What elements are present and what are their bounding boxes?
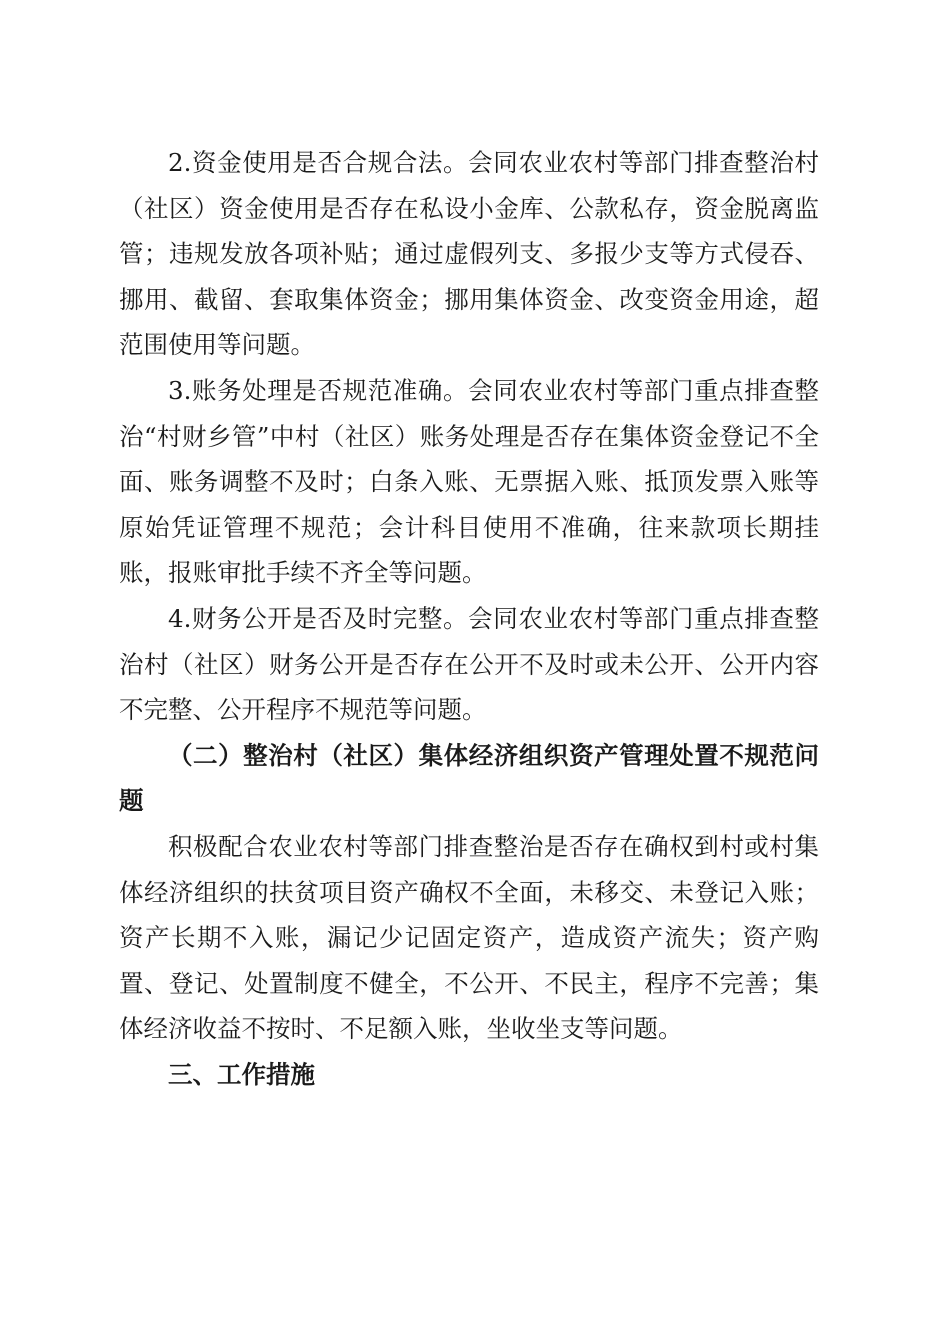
paragraph-fund-usage: 2.资金使用是否合规合法。会同农业农村等部门排查整治村（社区）资金使用是否存在私设小金库、公款私存，资金脱离监管；违规发放各项补贴；通过虚假列支、多报少支等方式侵吞、挪用、截留、套取集体资金；挪用集体资金、改变资金用途，超范围使用等问题。: [119, 148, 819, 360]
section-heading-work-measures: 三、工作措施: [168, 1059, 315, 1089]
paragraph-accounting: 3.账务处理是否规范准确。会同农业农村等部门重点排查整治“村财乡管”中村（社区）账务处理是否存在集体资金登记不全面、账务调整不及时；白条入账、无票据入账、抵顶发票入账等原始凭证管理不规范；会计科目使用不准确，往来款项长期挂账，报账审批手续不齐全等问题。: [119, 375, 819, 588]
subheading-asset-management: （二）整治村（社区）集体经济组织资产管理处置不规范问题: [119, 740, 819, 816]
paragraph-asset-management: 积极配合农业农村等部门排查整治是否存在确权到村或村集体经济组织的扶贫项目资产确权不全面，未移交、未登记入账；资产长期不入账，漏记少记固定资产，造成资产流失；资产购置、登记、处置制度不健全，不公开、不民主，程序不完善；集体经济收益不按时、不足额入账，坐收坐支等问题。: [119, 831, 819, 1044]
document-body: [119, 140, 819, 1097]
paragraph-financial-disclosure: 4.财务公开是否及时完整。会同农业农村等部门重点排查整治村（社区）财务公开是否存在公开不及时或未公开、公开内容不完整、公开程序不规范等问题。: [119, 603, 819, 725]
